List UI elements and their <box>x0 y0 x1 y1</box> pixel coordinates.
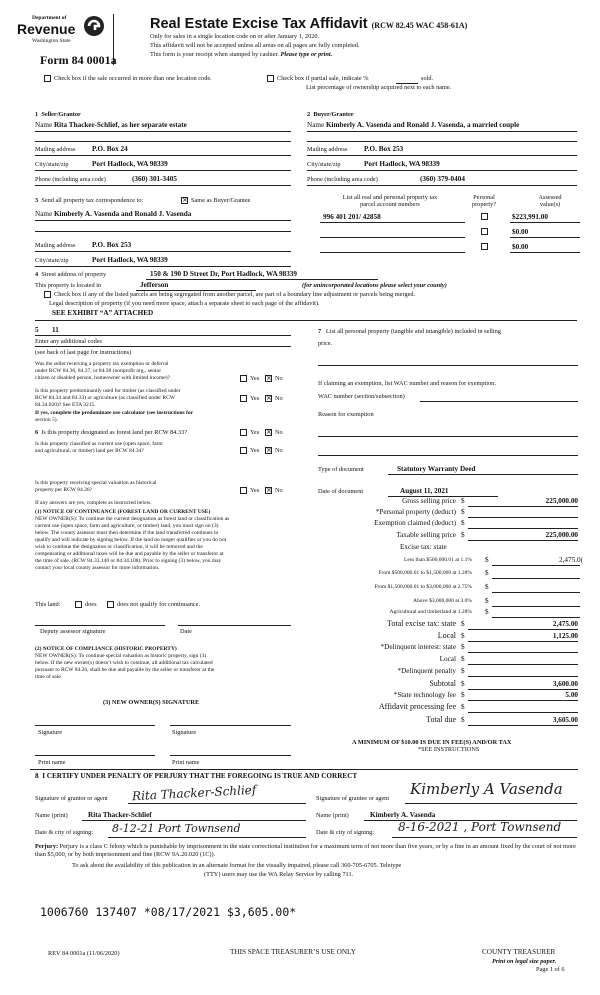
location-code: 11 <box>52 326 59 334</box>
dollar-sign: $ <box>485 556 489 564</box>
grantor-date-label: Date & city of signing: <box>35 829 94 836</box>
grantee-name-label: Name (print) <box>316 812 349 819</box>
q2-no-label: No <box>275 395 283 402</box>
excise-tax-label: Excise tax: state <box>400 543 447 551</box>
sec6-q2-line1: Is this property classified as current use (open space, farm <box>35 441 163 447</box>
note-3: This form is your receipt when stamped by cashier. Please type or print. <box>150 51 333 58</box>
compliance-heading: (2) NOTICE OF COMPLIANCE (HISTORIC PROPERTY) <box>35 646 177 652</box>
deputy-date-label: Date <box>180 628 192 635</box>
page-number: Page 1 of 6 <box>536 966 565 973</box>
sec6-q1: 6 Is this property designated as forest land per RCW 84.33? <box>35 429 188 436</box>
dollar-sign: $ <box>461 519 465 527</box>
same-as-buyer-checkbox[interactable]: × <box>182 196 188 204</box>
total-due: 3,605.00 <box>552 716 578 724</box>
continuance-text: contact your local county assessor for more information. <box>35 565 160 571</box>
continuance-text: NEW OWNER(S): To continue the current designation as forest land or classification as <box>35 516 230 522</box>
q1-yes-checkbox[interactable] <box>240 375 247 382</box>
dollar-sign: $ <box>461 667 465 675</box>
doc-date-label: Date of document <box>318 488 364 495</box>
q2-line2: RCW 84.34 and 84.33) or agriculture (as classified under RCW <box>35 395 175 401</box>
parcel-header-2: parcel account numbers <box>360 201 420 208</box>
buyer-mail: P.O. Box 253 <box>364 145 404 153</box>
grantee-signature: Kimberly A Vasenda <box>410 780 563 798</box>
wa-logo-icon <box>83 14 105 38</box>
buyer-city-label: City/state/zip <box>307 161 341 168</box>
tax-label: *State technology fee <box>393 691 456 699</box>
bracket-label: From $1,500,000.01 to $3,000,000 at 2.75% <box>374 584 472 590</box>
new-owner-sig-label-1: Signature <box>38 729 63 736</box>
exemption-label: If claiming an exemption, list WAC number and reason for exemption. <box>318 380 496 387</box>
corr-heading: 3 Send all property tax correspondence to: <box>35 197 144 204</box>
additional-codes-note: (see back of last page for instructions) <box>35 349 132 356</box>
buyer-phone: (360) 379-0404 <box>420 175 465 183</box>
continuance-text: current use (open space, farm and agriculture, or timber) land, you must sign on (3) <box>35 523 219 529</box>
sec6-q1-yes-label: Yes <box>250 429 260 436</box>
buyer-name: Name Kimberly A. Vasenda and Ronald J. Vasenda, a married couple <box>307 121 520 129</box>
exemption-reason-label: Reason for exemption <box>318 411 374 418</box>
seller-mail-label: Mailing address <box>35 146 76 153</box>
parcel-number-1: 996 401 201/ 42858 <box>323 213 381 221</box>
segregation-label: Check box if any of the listed parcels are being segregated from another parcel, are part of a boundary line adjustment or parcels being merged. <box>54 291 416 298</box>
revision-code: REV 84 0001a (11/06/2020) <box>48 950 120 957</box>
tax-label: *Delinquent penalty <box>397 667 456 675</box>
sec6-q2-yes-label: Yes <box>250 447 260 454</box>
logo-revenue: Revenue <box>17 21 76 37</box>
sec6-q3-no-checkbox[interactable]: × <box>266 486 272 494</box>
location-county: Jefferson <box>140 281 169 289</box>
legal-size-note: Print on legal size paper. <box>492 958 557 965</box>
continuance-text: the time of sale. (RCW 84.33.140 or 84.34.108). Prior to signing (3) below, you may <box>35 558 222 564</box>
segregation-checkbox[interactable] <box>44 291 51 298</box>
corr-city: Port Hadlock, WA 98339 <box>92 256 168 264</box>
logo-dept: Department of <box>32 15 67 21</box>
sec7-label-2: price. <box>318 340 333 347</box>
tax-label: Subtotal <box>429 679 456 688</box>
sec6-q2-no-checkbox[interactable]: × <box>266 446 272 454</box>
corr-mail-label: Mailing address <box>35 242 76 249</box>
corr-city-label: City/state/zip <box>35 257 69 264</box>
personal-property-checkbox-1[interactable] <box>481 213 488 220</box>
continuance-text: compensating or additional taxes will be due and payable by the seller or transferor at <box>35 551 224 557</box>
dollar-sign: $ <box>485 597 489 605</box>
assessed-header-2: value(s) <box>539 201 561 208</box>
partial-sale-checkbox[interactable] <box>267 75 274 82</box>
street-address: 150 & 190 D Street Dr, Port Hadlock, WA 98339 <box>150 270 297 278</box>
cashier-receipt-stamp: 1006760 137407 *08/17/2021 $3,605.00* <box>40 905 297 919</box>
treasurer-use-only: THIS SPACE TREASURER’S USE ONLY <box>230 948 356 956</box>
dollar-sign: $ <box>461 508 465 516</box>
seller-mail: P.O. Box 24 <box>92 145 128 153</box>
legal-description: SEE EXHIBIT “A” ATTACHED <box>52 309 154 317</box>
alt-format-line2: (TTY) users may use the WA Relay Service by calling 711. <box>204 871 354 878</box>
personal-property-checkbox-3[interactable] <box>481 243 488 250</box>
gross-selling-price: 225,000.00 <box>545 497 578 505</box>
q2-yes-checkbox[interactable] <box>240 395 247 402</box>
multi-location-label: Check box if the sale occurred in more than one location code. <box>54 75 212 82</box>
seller-name: Name Rita Thacker-Schlief, as her separate estate <box>35 121 187 129</box>
tax-label: Affidavit processing fee <box>378 702 456 711</box>
dollar-sign: $ <box>461 531 465 539</box>
multi-location-checkbox[interactable] <box>44 75 51 82</box>
note-2: This affidavit will not be accepted unless all areas on all pages are fully completed. <box>150 42 360 49</box>
sec6-q3-line1: Is this property receiving special valuation as historical <box>35 480 157 486</box>
grantee-print-name: Kimberly A. Vasenda <box>370 811 436 819</box>
note-1: Only for sales in a single location code on or after January 1, 2020. <box>150 33 320 40</box>
seller-phone-label: Phone (including area code) <box>35 176 106 183</box>
doc-type-label: Type of document <box>318 466 364 473</box>
does-qualify-checkbox[interactable] <box>75 601 82 608</box>
tax-label: Gross selling price <box>402 497 456 505</box>
dollar-sign: $ <box>461 497 465 505</box>
bracket-label: Less than $500,000.01 at 1.1% <box>404 557 472 563</box>
sec6-q2-line2: and agricultural, or timber) land per RCW 84.34? <box>35 448 144 454</box>
sec6-q1-no-label: No <box>275 429 283 436</box>
continuance-heading: (1) NOTICE OF CONTINUANCE (FOREST LAND OR CURRENT USE) <box>35 509 211 515</box>
personal-header-2: property? <box>471 201 497 208</box>
sec6-q3-yes-label: Yes <box>250 487 260 494</box>
personal-property-checkbox-2[interactable] <box>481 228 488 235</box>
grantor-date-city: 8-12-21 Port Townsend <box>112 822 241 835</box>
dollar-sign: $ <box>485 569 489 577</box>
see-instructions-note: *SEE INSTRUCTIONS <box>418 746 480 753</box>
sec7-label: 7 List all personal property (tangible and intangible) included in selling <box>318 328 501 335</box>
this-land-label: This land: <box>35 601 61 608</box>
taxable-selling-price: 225,000.00 <box>545 531 578 539</box>
tax-label: Local <box>437 631 456 640</box>
does-label: does <box>85 601 97 608</box>
assessed-header-1: Assessed <box>538 194 562 201</box>
sec5-num: 5 <box>35 326 39 334</box>
dollar-sign: $ <box>485 608 489 616</box>
dollar-sign: $ <box>461 620 465 628</box>
dollar-sign: $ <box>461 703 465 711</box>
q3-line1: If yes, complete the predominate use calculator (see instructions for <box>35 410 194 416</box>
grantor-signature: Rita Thacker-Schlief <box>131 782 257 804</box>
dollar-sign: $ <box>461 680 465 688</box>
seller-phone: (360) 301-3405 <box>132 175 177 183</box>
q3-line2: section 5). <box>35 417 58 423</box>
sec6-q1-yes-checkbox[interactable] <box>240 429 247 436</box>
subtotal: 3,600.00 <box>552 680 578 688</box>
q1-no-checkbox[interactable]: × <box>266 374 272 382</box>
logo-state: Washington State <box>32 38 71 44</box>
technology-fee: 5.00 <box>565 691 578 699</box>
parcel-header-1: List all real and personal property tax <box>342 194 438 201</box>
new-owner-sig-label-2: Signature <box>172 729 197 736</box>
corr-name: Name Kimberly A. Vasenda and Ronald J. Vasenda <box>35 210 192 218</box>
wac-number-label: WAC number (section/subsection) <box>318 393 405 400</box>
grantor-sig-label: Signature of grantor or agent <box>35 795 108 802</box>
does-not-qualify-checkbox[interactable] <box>107 601 114 608</box>
continuance-text: qualify and will indicate by signing below. If the land no longer qualifies or you do not <box>35 537 227 543</box>
sec6-instruction: If any answers are yes, complete as instructed below. <box>35 500 152 506</box>
excise-local: 1,125.00 <box>552 632 578 640</box>
bracket-value: 2,475.0( <box>559 556 583 564</box>
dollar-sign: $ <box>461 716 465 724</box>
grantee-date-label: Date & city of signing: <box>316 829 375 836</box>
tax-label: Total due <box>426 715 456 724</box>
q1-line3: citizen or disabled person, homeowner with limited income)? <box>35 375 171 381</box>
doc-type: Statutory Warranty Deed <box>397 465 476 473</box>
compliance-text: NEW OWNER(S): To continue special valuation as historic property, sign (3) <box>35 653 207 659</box>
sec6-q2-yes-checkbox[interactable] <box>240 447 247 454</box>
corr-mail: P.O. Box 253 <box>92 241 132 249</box>
buyer-phone-label: Phone (including area code) <box>307 176 378 183</box>
sec6-q3-yes-checkbox[interactable] <box>240 487 247 494</box>
tax-label: Exemption claimed (deduct) <box>374 519 456 527</box>
new-owner-print-label-1: Print name <box>38 759 66 766</box>
seller-city-label: City/state/zip <box>35 161 69 168</box>
assessed-value-1: $223,991.00 <box>512 213 548 221</box>
certify-statement: 8 I CERTIFY UNDER PENALTY OF PERJURY THAT THE FOREGOING IS TRUE AND CORRECT <box>35 772 358 780</box>
tax-label: Total excise tax: state <box>387 619 456 628</box>
partial-list: List percentage of ownership acquired next to each name. <box>306 84 452 91</box>
continuance-text: wish to continue the designation or classification, it will be removed and the <box>35 544 203 550</box>
legal-description-label: Legal description of property (if you need more space, attach a separate sheet to each page of the affidavit). <box>49 300 320 307</box>
q2-line3: 84.34.020)? See ETA 3215. <box>35 402 96 408</box>
alt-format-line1: To ask about the availability of this publication in an alternate format for the visually impaired, please call 360-705-6705. Teletype <box>72 862 402 869</box>
new-owner-print-label-2: Print name <box>172 759 200 766</box>
tax-label: Taxable selling price <box>396 531 456 539</box>
bracket-label: From $500,000.01 to $1,500,000 at 1.28% <box>378 570 472 576</box>
buyer-mail-label: Mailing address <box>307 146 348 153</box>
grantor-name-label: Name (print) <box>35 812 68 819</box>
dollar-sign: $ <box>461 655 465 663</box>
partial-sale-label: Check box if partial sale, indicate % <box>277 75 369 82</box>
compliance-text: pursuant to RCW 84.26, shall be due and payable by the seller or transferor at the <box>35 667 215 673</box>
q1-line2: under RCW 84.36, 84.37, or 84.38 (nonprofit org., senior <box>35 368 162 374</box>
new-owner-signature-heading: (3) NEW OWNER(S) SIGNATURE <box>103 699 200 706</box>
sec6-q1-no-checkbox[interactable]: × <box>266 428 272 436</box>
dollar-sign: $ <box>461 691 465 699</box>
tax-label: *Delinquent interest: state <box>380 643 456 651</box>
tax-label: *Personal property (deduct) <box>375 508 456 516</box>
q2-yes-label: Yes <box>250 395 260 402</box>
additional-codes-label: Enter any additional codes <box>35 338 102 345</box>
compliance-text: below. If the new owner(s) doesn’t wish to continue, all additional tax calculated <box>35 660 213 666</box>
buyer-city: Port Hadlock, WA 98339 <box>364 160 440 168</box>
form-title: Real Estate Excise Tax Affidavit (RCW 82.45 WAC 458-61A) <box>150 16 468 32</box>
continuance-text: below. The county assessor must then determine if the land transferred continues to <box>35 530 219 536</box>
grantee-date-city: 8-16-2021 , Port Townsend <box>398 820 562 834</box>
buyer-heading: 2 Buyer/Grantee <box>307 111 354 118</box>
same-as-buyer-label: Same as Buyer/Grantee <box>191 197 251 204</box>
county-treasurer: COUNTY TREASURER <box>482 948 556 956</box>
dollar-sign: $ <box>461 632 465 640</box>
location-note: (for unincorporated locations please select your county) <box>302 282 447 289</box>
q1-no-label: No <box>275 375 283 382</box>
street-label: 4 Street address of property <box>35 271 107 278</box>
doc-date: August 11, 2021 <box>400 487 449 495</box>
q2-line1: Is this property predominantly used for timber (as classified under <box>35 388 181 394</box>
does-not-label: does not qualify for continuance. <box>117 601 201 608</box>
q1-yes-label: Yes <box>250 375 260 382</box>
location-label: This property is located in <box>35 282 102 289</box>
form-number: Form 84 0001a <box>40 53 117 67</box>
dollar-sign: $ <box>485 583 489 591</box>
sec6-q3-no-label: No <box>275 487 283 494</box>
perjury-notice: Perjury: Perjury is a class C felony which is punishable by imprisonment in the state correctional institution for a maximum term of not more than five years, or by a fine in an amount fixed by the court of not more than $5,000, or by both imprisonment and fine (RCW 9A.20.020 (1C)). <box>35 843 576 858</box>
seller-heading: 1 Seller/Grantor <box>35 111 81 118</box>
assessed-value-3: $0.00 <box>512 243 529 251</box>
dollar-sign: $ <box>461 643 465 651</box>
tax-label: Local <box>439 655 456 663</box>
grantee-sig-label: Signature of grantee or agent <box>316 795 390 802</box>
sec6-q3-line2: property per RCW 84.26? <box>35 487 93 493</box>
bracket-label: Agricultural and timberland at 1.28% <box>389 609 472 615</box>
minimum-fee-note: A MINIMUM OF $10.00 IS DUE IN FEE(S) AND/OR TAX <box>352 739 512 746</box>
grantor-print-name: Rita Thacker-Schlief <box>88 811 152 819</box>
partial-sold: sold. <box>421 75 434 82</box>
total-excise-state: 2,475.00 <box>552 620 578 628</box>
seller-city: Port Hadlock, WA 98339 <box>92 160 168 168</box>
assessed-value-2: $0.00 <box>512 228 529 236</box>
deputy-assessor-label: Deputy assessor signature <box>40 628 106 635</box>
personal-header-1: Personal <box>473 194 495 201</box>
q2-no-checkbox[interactable]: × <box>266 394 272 402</box>
q1-line1: Was the seller receiving a property tax exemption or deferral <box>35 361 169 367</box>
sec6-q2-no-label: No <box>275 447 283 454</box>
compliance-text: time of sale. <box>35 674 63 680</box>
bracket-label: Above $3,000,000 at 3.0% <box>413 598 472 604</box>
